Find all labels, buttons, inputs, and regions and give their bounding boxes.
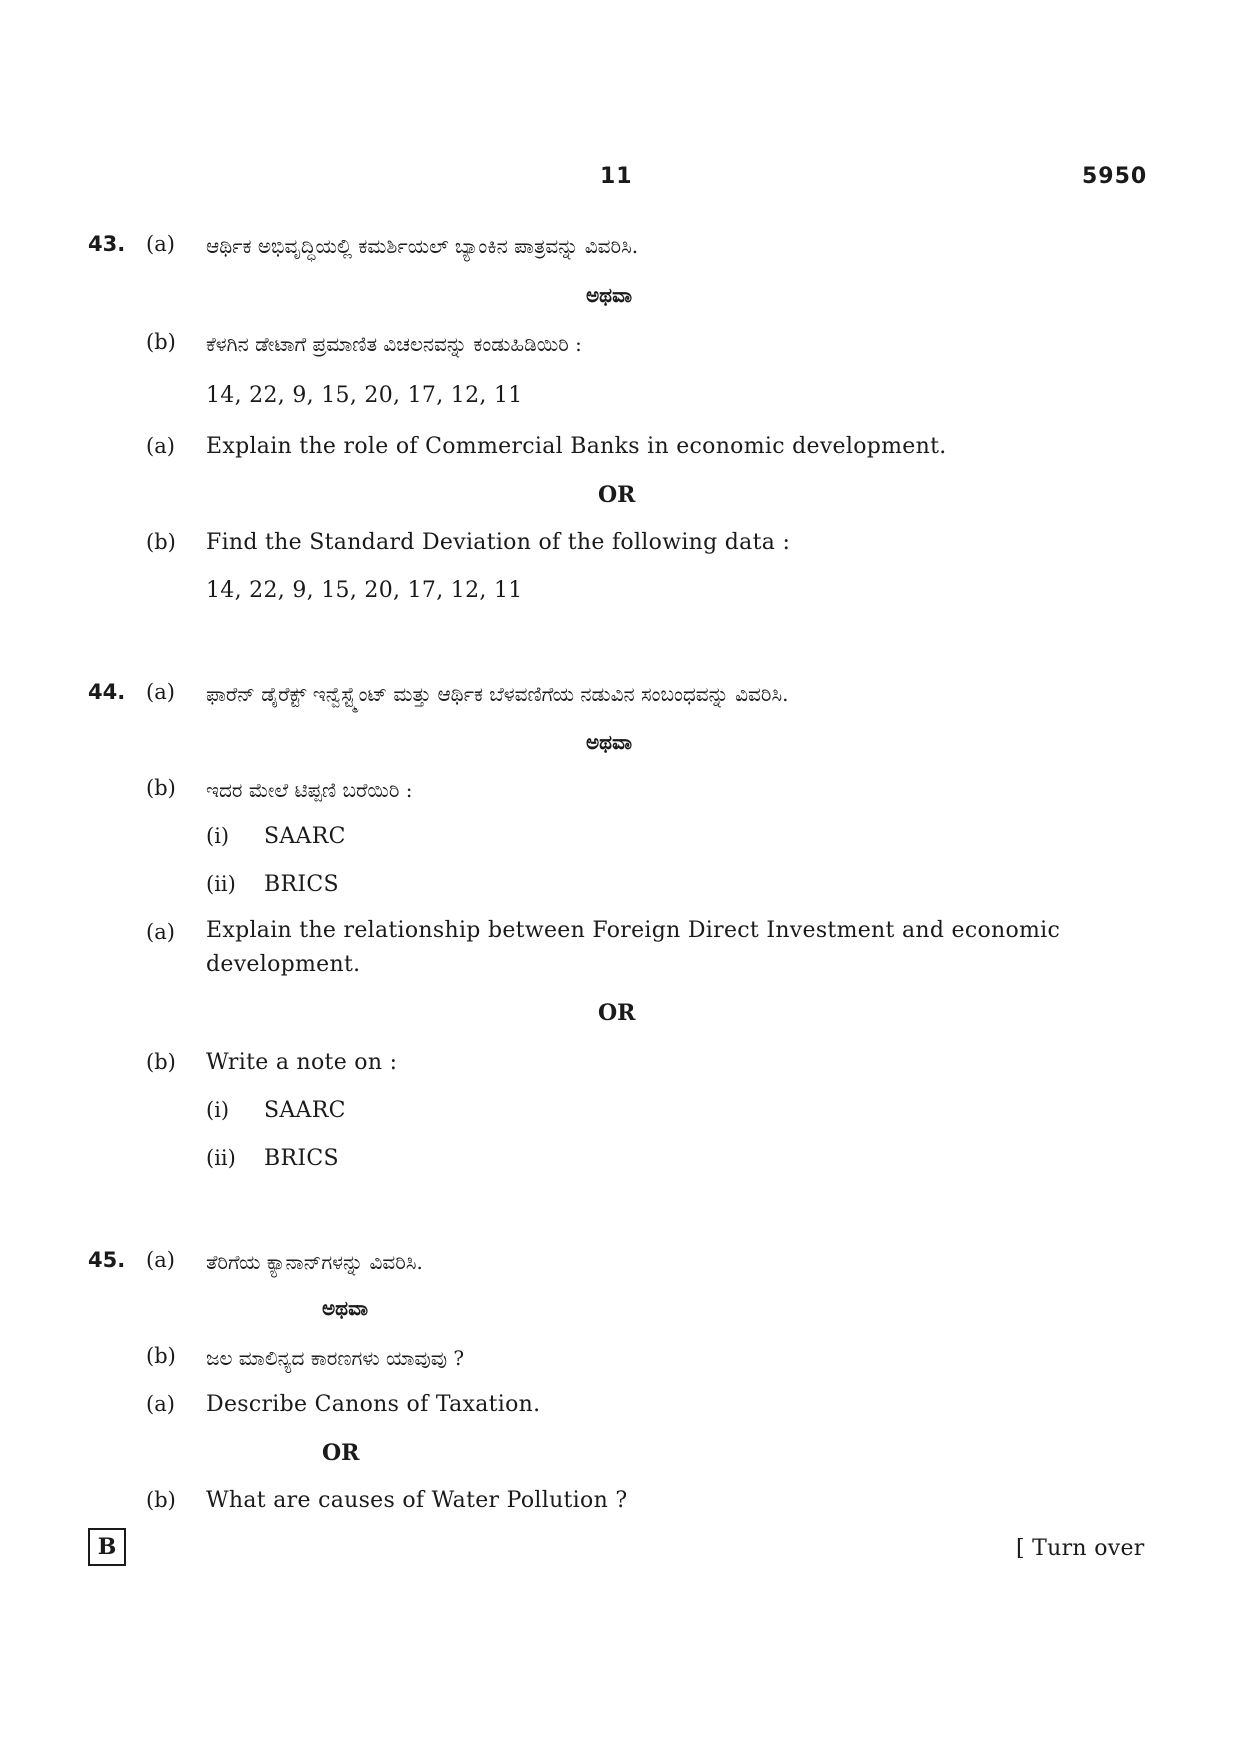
q44-a-kannada-text: ಫಾರೆನ್ ಡೈರೆಕ್ಟ್ ಇನ್ವೆಸ್ಟ್ಮೆಂಟ್ ಮತ್ತು ಆರ್ಥಿಕ ಬೆಳವಣಿಗೆಯ ನಡುವಿನ ಸಂಬಂಧವನ್ನು ವಿವರಿಸಿ. [206, 682, 789, 706]
q44-a-label-english: (a) [146, 920, 175, 944]
q44-or-english: OR [598, 1000, 636, 1026]
q45-a-kannada-text: ತೆರಿಗೆಯ ಕ್ಯಾನಾನ್‌ಗಳನ್ನು ವಿವರಿಸಿ. [206, 1250, 423, 1274]
q43-data-english: 14, 22, 9, 15, 20, 17, 12, 11 [206, 578, 523, 603]
q44-a-label-kannada: (a) [146, 680, 175, 704]
q44-i-label-english: (i) [206, 1098, 230, 1122]
q44-b-label-english: (b) [146, 1050, 176, 1074]
q43-b-label-kannada: (b) [146, 330, 176, 354]
q44-ii-text-english: BRICS [264, 1146, 339, 1171]
q45-or-kannada: ಅಥವಾ [322, 1296, 368, 1320]
q43-data-kannada-section: 14, 22, 9, 15, 20, 17, 12, 11 [206, 383, 523, 408]
q45-a-label-english: (a) [146, 1392, 175, 1416]
paper-code: 5950 [1082, 164, 1148, 189]
q44-b-kannada-text: ಇದರ ಮೇಲೆ ಟಿಪ್ಪಣಿ ಬರೆಯಿರಿ : [206, 778, 413, 802]
q43-b-english-text: Find the Standard Deviation of the following data : [206, 530, 791, 555]
q43-or-kannada: ಅಥವಾ [586, 283, 632, 307]
q44-i-text-english: SAARC [264, 1098, 346, 1123]
q44-or-kannada: ಅಥವಾ [586, 730, 632, 754]
q44-i-label-kannada: (i) [206, 824, 230, 848]
turn-over-note: [ Turn over [1016, 1536, 1145, 1561]
q43-b-kannada-text: ಕೆಳಗಿನ ಡೇಟಾಗೆ ಪ್ರಮಾಣಿತ ವಿಚಲನವನ್ನು ಕಂಡುಹಿಡಿಯಿರಿ : [206, 332, 582, 356]
q44-ii-text-kannada-section: BRICS [264, 872, 339, 897]
q44-i-text-kannada-section: SAARC [264, 824, 346, 849]
q43-a-label-english: (a) [146, 434, 175, 458]
q45-b-label-kannada: (b) [146, 1344, 176, 1368]
q44-ii-label-english: (ii) [206, 1146, 236, 1170]
page-number: 11 [600, 164, 633, 189]
version-box: B [88, 1528, 126, 1566]
q43-b-label-english: (b) [146, 530, 176, 554]
q44-a-english-text: Explain the relationship between Foreign Direct Investment and economic development. [206, 918, 1061, 977]
q45-b-label-english: (b) [146, 1488, 176, 1512]
question-number-45: 45. [88, 1248, 126, 1272]
q45-b-kannada-text: ಜಲ ಮಾಲಿನ್ಯದ ಕಾರಣಗಳು ಯಾವುವು ? [206, 1346, 465, 1370]
q43-or-english: OR [598, 482, 636, 508]
q45-b-english-text: What are causes of Water Pollution ? [206, 1488, 628, 1513]
q45-or-english: OR [322, 1440, 360, 1466]
q43-a-label-kannada: (a) [146, 232, 175, 256]
q43-a-english-text: Explain the role of Commercial Banks in economic development. [206, 434, 947, 459]
q45-a-label-kannada: (a) [146, 1248, 175, 1272]
q44-b-label-kannada: (b) [146, 776, 176, 800]
q44-ii-label-kannada: (ii) [206, 872, 236, 896]
question-number-44: 44. [88, 680, 126, 704]
question-number-43: 43. [88, 232, 126, 256]
q45-a-english-text: Describe Canons of Taxation. [206, 1392, 541, 1417]
q43-a-kannada-text: ಆರ್ಥಿಕ ಅಭಿವೃದ್ಧಿಯಲ್ಲಿ ಕಮರ್ಶಿಯಲ್ ಬ್ಯಾಂಕಿನ ಪಾತ್ರವನ್ನು ವಿವರಿಸಿ. [206, 234, 639, 258]
q44-b-english-text: Write a note on : [206, 1050, 398, 1075]
